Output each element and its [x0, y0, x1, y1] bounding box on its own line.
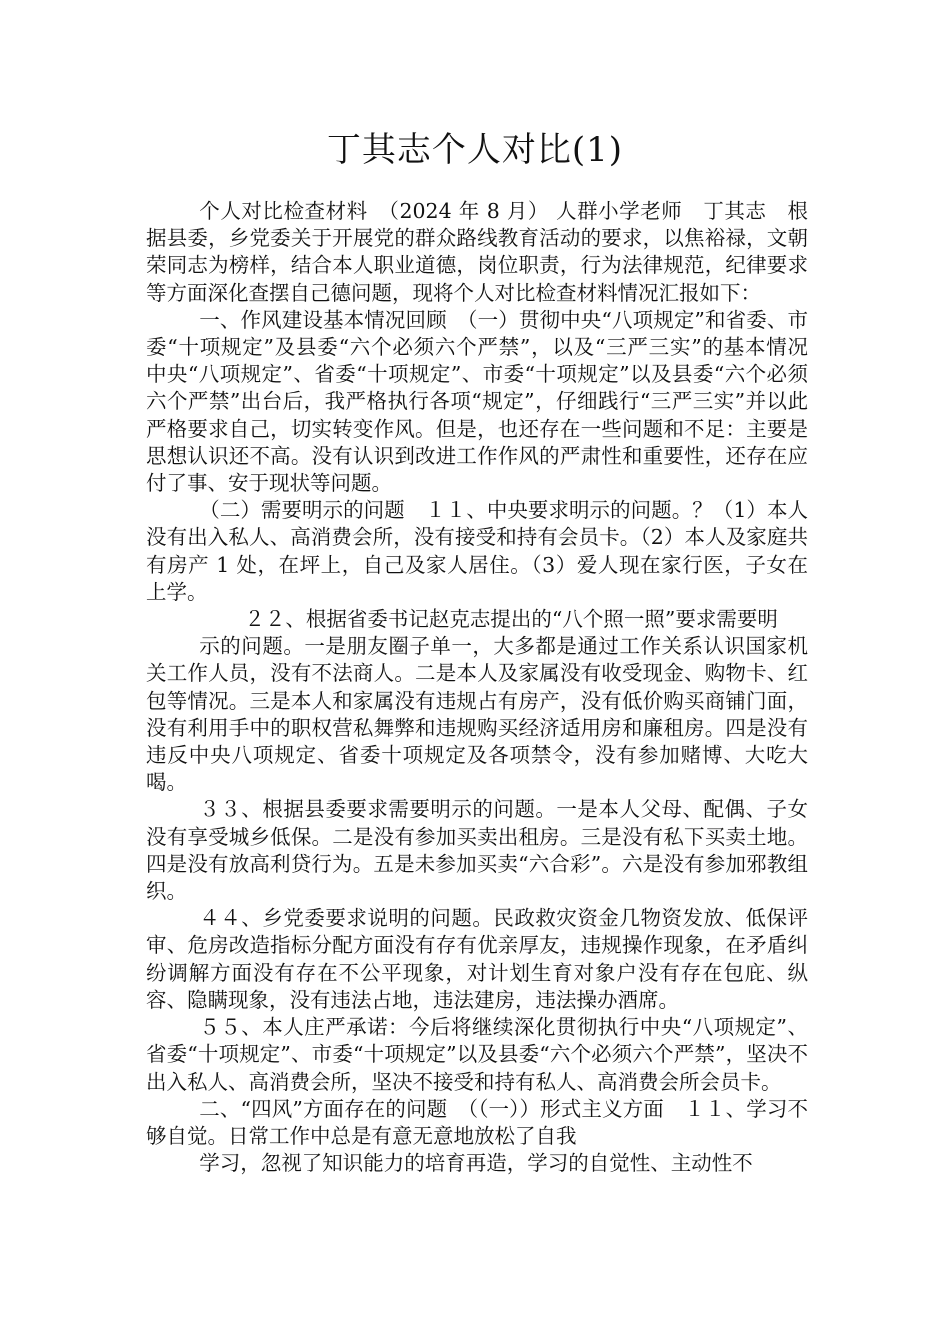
document-body — [146, 198, 829, 1177]
paragraph-item-4: ４４、乡党委要求说明的问题。民政救灾资金几物资发放、低保评审、危房改造指标分配方面没有存有优亲厚友，违规操作现象，在矛盾纠纷调解方面没有存在不公平现象，对计划生育对象户没有存在包庇、纵容、隐瞒现象，没有违法占地，违法建房，违法操办酒席。 — [146, 906, 808, 1012]
paragraph-section-1: 一、作风建设基本情况回顾 （一）贯彻中央“八项规定”和省委、市委“十项规定”及县委“六个必须六个严禁”，以及“三严三实”的基本情况 中央“八项规定”、省委“十项规定”、市委“十项规定”以及县委“六个必须六个严禁”出台后，我严格执行各项“规定”，仔细践行“三严三实”并以此严格要求自己，切实转变作风。但是，也还存在一些问题和不足：主要是思想认识还不高。没有认识到改进工作作风的严肃性和重要性，还存在应付了事、安于现状等问题。 — [146, 307, 829, 496]
paragraph-item-2-heading: ２２、根据省委书记赵克志提出的“八个照一照”要求需要明 — [244, 607, 778, 632]
paragraph-section-2-continued: 学习，忽视了知识能力的培育再造，学习的自觉性、主动性不 — [199, 1151, 753, 1176]
paragraph-item-3: ３３、根据县委要求需要明示的问题。一是本人父母、配偶、子女没有享受城乡低保。二是没有参加买卖出租房。三是没有私下买卖土地。四是没有放高利贷行为。五是未参加买卖“六合彩”。六是没有参加邪教组织。 — [146, 797, 808, 904]
paragraph-section-1-2: （二）需要明示的问题 １１、中央要求明示的问题。？（1）本人没有出入私人、高消费会所，没有接受和持有会员卡。（2）本人及家庭共有房产 1 处，在坪上，自己及家人居住。（3）爱人现在家行医，子女在上学。 — [146, 498, 808, 604]
paragraph-item-2-body: 示的问题。一是朋友圈子单一，大多都是通过工作关系认识国家机关工作人员，没有不法商人。二是本人及家属没有收受现金、购物卡、红包等情况。三是本人和家属没有违规占有房产，没有低价购买商铺门面，没有利用手中的职权营私舞弊和违规购买经济适用房和廉租房。四是没有违反中央八项规定、省委十项规定及各项禁令，没有参加赌博、大吃大喝。 — [146, 634, 808, 795]
paragraph-section-2: 二、“四风”方面存在的问题 （（一））形式主义方面 １１、学习不够自觉。日常工作中总是有意无意地放松了自我 — [146, 1096, 808, 1148]
paragraph-intro: 个人对比检查材料 （2024 年 8 月） 人群小学老师 丁其志 根据县委，乡党委关于开展党的群众路线教育活动的要求，以焦裕禄，文朝荣同志为榜样，结合本人职业道德，岗位职责，行为法律规范，纪律要求等方面深化查摆自己德问题，现将个人对比检查材料情况汇报如下： — [146, 199, 808, 305]
paragraph-item-5: ５５、本人庄严承诺：今后将继续深化贯彻执行中央“八项规定”、省委“十项规定”、市委“十项规定”以及县委“六个必须六个严禁”，坚决不出入私人、高消费会所，坚决不接受和持有私人、高消费会所会员卡。 — [146, 1015, 808, 1094]
document-title: 丁其志个人对比(1) — [326, 130, 624, 170]
